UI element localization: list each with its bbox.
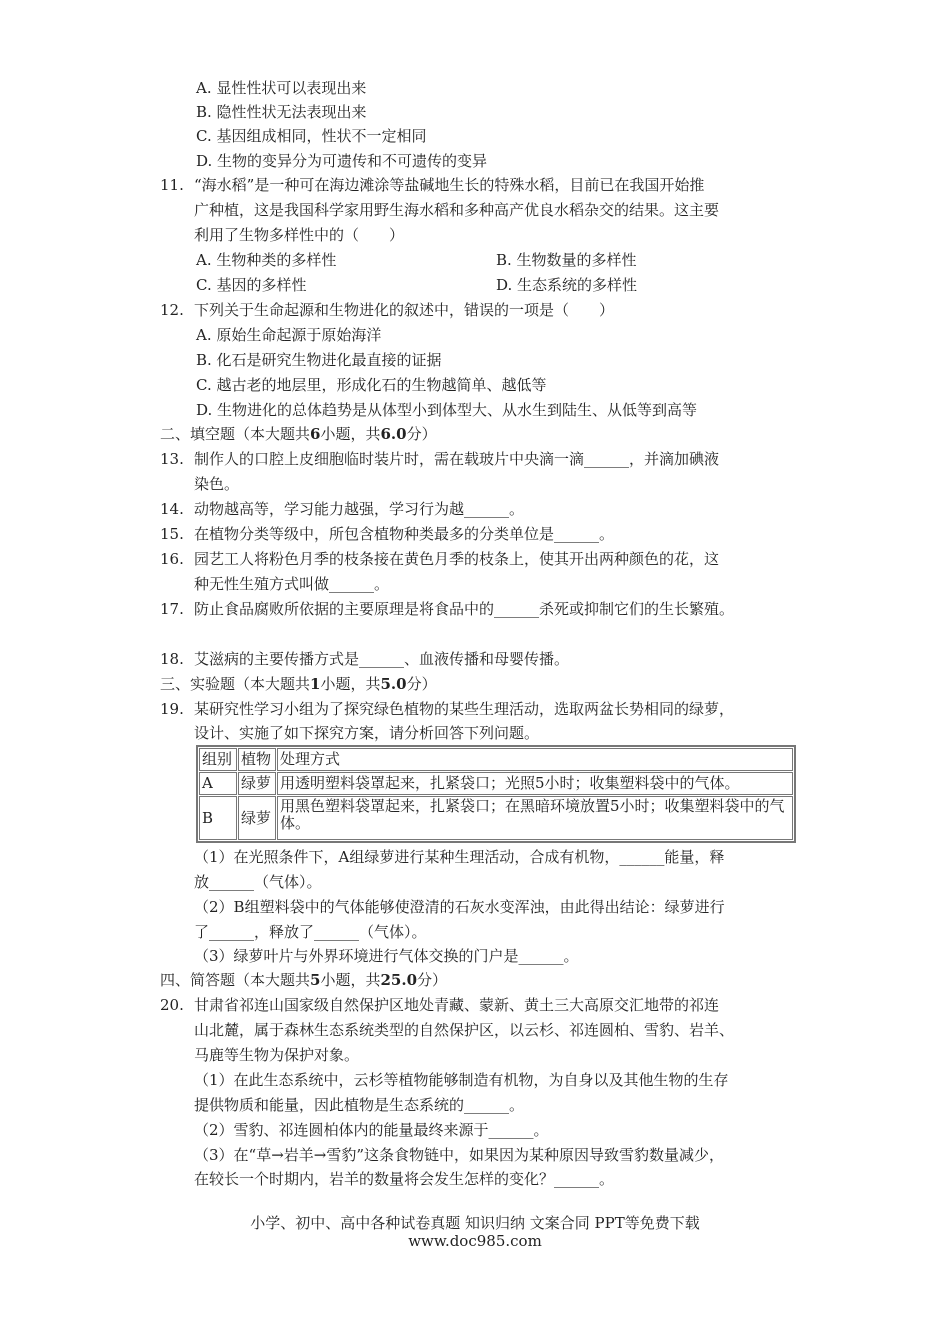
q20-sub1-line: 提供物质和能量，因此植物是生态系统的______。 [194, 1096, 525, 1114]
q11-line: 利用了生物多样性中的（ ） [194, 226, 405, 244]
section-mid: 小题，共 [320, 675, 381, 693]
q20-sub2: （2）雪豹、祁连圆柏体内的能量最终来源于______。 [194, 1121, 549, 1139]
q12-number: 12. [160, 301, 184, 319]
q13-number: 13. [160, 450, 184, 468]
table-cell-treatment: 用透明塑料袋罩起来，扎紧袋口；光照5小时；收集塑料袋中的气体。 [277, 772, 793, 795]
q19-sub3: （3）绿萝叶片与外界环境进行气体交换的门户是______。 [194, 947, 579, 965]
experiment-table [196, 745, 796, 843]
q15-number: 15. [160, 525, 184, 543]
section-mid: 小题，共 [320, 971, 381, 989]
q11-option-a: A. 生物种类的多样性 [196, 251, 337, 269]
q20-sub1-line: （1）在此生态系统中，云杉等植物能够制造有机物，为自身以及其他生物的生存 [194, 1071, 729, 1089]
q11-option-c: C. 基因的多样性 [196, 276, 307, 294]
table-cell-plant: 绿萝 [238, 796, 276, 840]
section-score: 25.0 [380, 971, 418, 989]
q14-text: 动物越高等，学习能力越强，学习行为越______。 [194, 500, 525, 518]
q20-number: 20. [160, 996, 184, 1014]
table-header-cell: 植物 [238, 748, 276, 771]
q11-option-d: D. 生态系统的多样性 [496, 276, 638, 294]
section-question-count: 1 [310, 675, 321, 693]
q19-number: 19. [160, 700, 184, 718]
q10-option-b: B. 隐性性状无法表现出来 [196, 103, 367, 121]
table-header-row [199, 748, 793, 771]
table-cell-treatment: 用黑色塑料袋罩起来，扎紧袋口；在黑暗环境放置5小时；收集塑料袋中的气体。 [277, 796, 793, 840]
section-score: 5.0 [380, 675, 407, 693]
q19-sub2-line: （2）B组塑料袋中的气体能够使澄清的石灰水变浑浊，由此得出结论：绿萝进行 [194, 898, 725, 916]
q11-option-b: B. 生物数量的多样性 [496, 251, 637, 269]
section-heading-experiment [160, 674, 437, 694]
q11-line: “海水稻”是一种可在海边滩涂等盐碱地生长的特殊水稻，目前已在我国开始推 [194, 176, 705, 194]
table-header-cell: 处理方式 [277, 748, 793, 771]
q19-sub1-line: 放______（气体）。 [194, 873, 322, 891]
q10-option-a: A. 显性性状可以表现出来 [196, 79, 367, 97]
q16-number: 16. [160, 550, 184, 568]
section-question-count: 5 [310, 971, 321, 989]
section-mid: 小题，共 [320, 425, 381, 443]
q18-number: 18. [160, 650, 184, 668]
q16-line: 种无性生殖方式叫做______。 [194, 575, 390, 593]
q19-line: 某研究性学习小组为了探究绿色植物的某些生理活动，选取两盆长势相同的绿萝， [194, 700, 735, 718]
section-heading-short-answer [160, 970, 447, 990]
q12-stem: 下列关于生命起源和生物进化的叙述中，错误的一项是（ ） [194, 301, 615, 319]
q12-option-a: A. 原始生命起源于原始海洋 [196, 326, 382, 344]
q20-sub3-line: 在较长一个时期内，岩羊的数量将会发生怎样的变化？______。 [194, 1170, 615, 1188]
footer-url[interactable]: www.doc985.com [408, 1232, 542, 1250]
section-prefix: 四、简答题（本大题共 [160, 971, 311, 989]
q17-text: 防止食品腐败所依据的主要原理是将食品中的______杀死或抑制它们的生长繁殖。 [194, 600, 735, 618]
q20-line: 甘肃省祁连山国家级自然保护区地处青藏、蒙新、黄土三大高原交汇地带的祁连 [194, 996, 720, 1014]
q13-line: 制作人的口腔上皮细胞临时装片时，需在载玻片中央滴一滴______，并滴加碘液 [194, 450, 720, 468]
q12-option-c: C. 越古老的地层里，形成化石的生物越简单、越低等 [196, 376, 547, 394]
section-prefix: 三、实验题（本大题共 [160, 675, 311, 693]
q11-number: 11. [160, 176, 184, 194]
q10-option-d: D. 生物的变异分为可遗传和不可遗传的变异 [196, 152, 488, 170]
section-suffix: 分） [417, 971, 448, 989]
q19-sub2-line: 了______，释放了______（气体）。 [194, 923, 427, 941]
table-header-cell: 组别 [199, 748, 237, 771]
q13-line: 染色。 [194, 475, 240, 493]
section-heading-fill-in [160, 424, 437, 444]
q20-line: 马鹿等生物为保护对象。 [194, 1046, 360, 1064]
footer-tagline: 小学、初中、高中各种试卷真题 知识归纳 文案合同 PPT等免费下载 [250, 1214, 700, 1232]
q16-line: 园艺工人将粉色月季的枝条接在黄色月季的枝条上，使其开出两种颜色的花，这 [194, 550, 720, 568]
q20-line: 山北麓，属于森林生态系统类型的自然保护区，以云杉、祁连圆柏、雪豹、岩羊、 [194, 1021, 735, 1039]
q15-text: 在植物分类等级中，所包含植物种类最多的分类单位是______。 [194, 525, 615, 543]
table-row [199, 796, 793, 840]
q19-line: 设计、实施了如下探究方案，请分析回答下列问题。 [194, 724, 540, 742]
q17-number: 17. [160, 600, 184, 618]
section-suffix: 分） [406, 425, 437, 443]
section-prefix: 二、填空题（本大题共 [160, 425, 311, 443]
q11-line: 广种植，这是我国科学家用野生海水稻和多种高产优良水稻杂交的结果。这主要 [194, 201, 720, 219]
q14-number: 14. [160, 500, 184, 518]
section-suffix: 分） [406, 675, 437, 693]
table-cell-group: B [199, 796, 237, 840]
q12-option-d: D. 生物进化的总体趋势是从体型小到体型大、从水生到陆生、从低等到高等 [196, 401, 698, 419]
table-cell-plant: 绿萝 [238, 772, 276, 795]
q12-option-b: B. 化石是研究生物进化最直接的证据 [196, 351, 442, 369]
q10-option-c: C. 基因组成相同，性状不一定相同 [196, 127, 427, 145]
table-row [199, 772, 793, 795]
q18-text: 艾滋病的主要传播方式是______、血液传播和母婴传播。 [194, 650, 570, 668]
table-cell-group: A [199, 772, 237, 795]
q19-sub1-line: （1）在光照条件下，A组绿萝进行某种生理活动，合成有机物，______能量，释 [194, 848, 725, 866]
section-question-count: 6 [310, 425, 321, 443]
section-score: 6.0 [380, 425, 407, 443]
q20-sub3-line: （3）在“草→岩羊→雪豹”这条食物链中，如果因为某种原因导致雪豹数量减少， [194, 1146, 725, 1164]
